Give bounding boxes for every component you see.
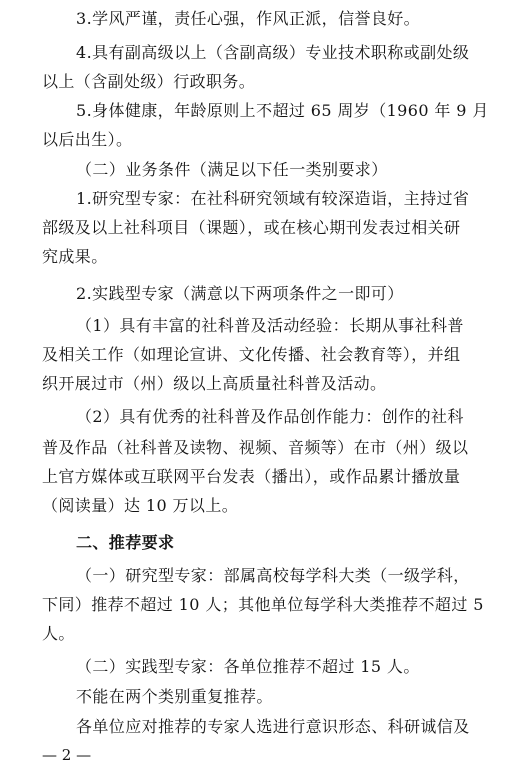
- text-line-23: 不能在两个类别重复推荐。: [76, 687, 273, 706]
- text-line-24: 各单位应对推荐的专家人选进行意识形态、科研诚信及: [76, 717, 470, 736]
- text-line-5: 以后出生）。: [42, 130, 133, 149]
- text-line-11: （1）具有丰富的社科普及活动经验：长期从事社科普: [76, 316, 464, 335]
- section-heading-business-conditions: （二）业务条件（满足以下任一类别要求）: [76, 160, 388, 179]
- text-line-8: 部级及以上社科项目（课题），或在核心期刊发表过相关研: [42, 218, 461, 237]
- text-line-13: 织开展过市（州）级以上高质量社科普及活动。: [42, 374, 387, 393]
- text-line-19: （一）研究型专家：部属高校每学科大类（一级学科，: [76, 566, 470, 585]
- text-line-3: 以上（含副处级）行政职务。: [42, 72, 256, 91]
- text-line-21: 人。: [42, 624, 75, 643]
- text-line-1: 3.学风严谨，责任心强，作风正派，信誉良好。: [76, 9, 421, 28]
- page-number: — 2 —: [42, 746, 92, 764]
- text-line-12: 及相关工作（如理论宣讲、文化传播、社会教育等），并组: [42, 345, 461, 364]
- section-heading-recommendation: 二、推荐要求: [76, 533, 175, 552]
- text-line-2: 4.具有副高级以上（含副高级）专业技术职称或副处级: [76, 43, 470, 62]
- text-line-14: （2）具有优秀的社科普及作品创作能力：创作的社科: [76, 407, 464, 426]
- text-line-9: 究成果。: [42, 247, 108, 266]
- text-line-16: 上官方媒体或互联网平台发表（播出），或作品累计播放量: [42, 467, 461, 486]
- text-line-10: 2.实践型专家（满意以下两项条件之一即可）: [76, 284, 404, 303]
- text-line-4: 5.身体健康，年龄原则上不超过 65 周岁（1960 年 9 月: [76, 101, 489, 120]
- text-line-17: （阅读量）达 10 万以上。: [42, 496, 239, 515]
- text-line-7: 1.研究型专家：在社科研究领域有较深造诣，主持过省: [76, 189, 470, 208]
- text-line-22: （二）实践型专家：各单位推荐不超过 15 人。: [76, 657, 420, 676]
- text-line-15: 普及作品（社科普及读物、视频、音频等）在市（州）级以: [42, 438, 469, 457]
- text-line-20: 下同）推荐不超过 10 人；其他单位每学科大类推荐不超过 5: [42, 595, 484, 614]
